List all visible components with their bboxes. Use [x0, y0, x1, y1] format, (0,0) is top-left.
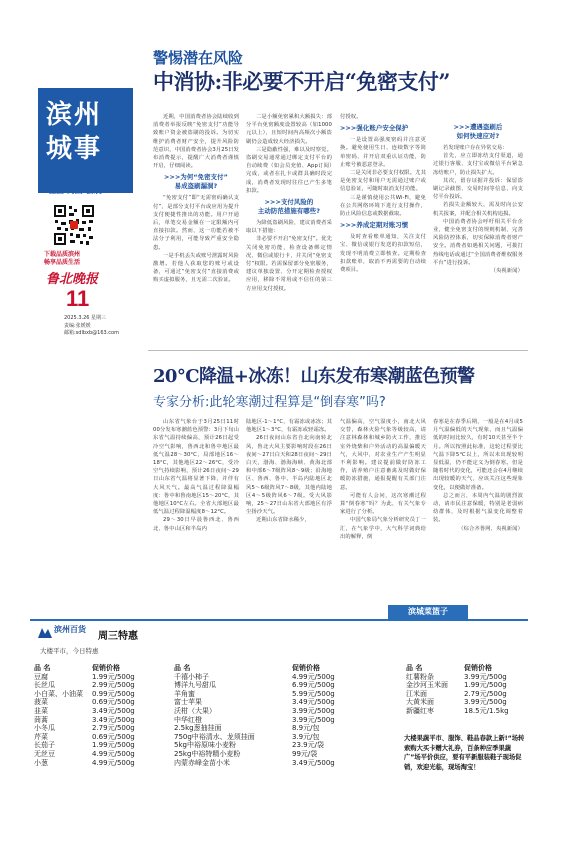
subheading [153, 173, 239, 191]
product-name: 中华红橙 [174, 715, 202, 724]
paragraph: 26日夜间山东省自北向南转北风，鲁北大风主要影响时段在26日夜间～27日白天和28日夜间～29日白天，渤海、渤海海峡、黄海北部和中部6～7级阵风8～9级；沿海地区、鲁西、鲁中、半岛内陆地区北风5～6级阵风7～8级，其他内陆地区4～5级阵风6～7级。受大风影响，25～27日山东省大部地区有浮尘扬沙天气。 [246, 435, 332, 516]
store-logo-icon [38, 623, 52, 633]
paragraph: 为降低盗刷风险，建议消费者采取以下措施： [246, 220, 332, 235]
header-price: 促销价格 [92, 664, 120, 672]
table-row [174, 716, 335, 725]
paragraph: 山东省气象台于3月25日11时00分发布寒潮蓝色预警：3月下旬山东省气温持续偏高，预计26日起受冷空气影响，鲁西北和鲁中地区最低气温28～30°C，局部地区16～18°C，其他地区22～26°C，受冷空气持续影响，预计26日夜间～29日山东省气温将显著下降，并伴有大风天气。最高气温过程降温幅度：鲁中和鲁南地区15～20°C，其他地区10°C左右。全省大部地区最低气温过程降温幅度8～12°C。 [153, 419, 239, 516]
table-row [174, 759, 335, 768]
article2-subheadline: 专家分析:此轮寒潮过程算是“倒春寒”吗? [153, 395, 386, 410]
product-name: 大黄米面 [406, 698, 434, 707]
price-table [174, 664, 335, 767]
subheading-line: >>>为何“免密支付” [164, 173, 228, 182]
header-name: 品 名 [406, 664, 423, 672]
table-row [34, 681, 135, 690]
price-table [406, 664, 509, 716]
product-name: 小葱 [34, 758, 48, 767]
article1-kicker: 警惕潜在风险 [153, 49, 244, 67]
subheading-line: 易成盗刷漏洞? [174, 182, 218, 191]
store-name: 滨州百货 [54, 625, 86, 634]
product-name: 韭菜 [34, 706, 48, 715]
product-name: 金沙河玉米面 [406, 681, 448, 690]
subheading [433, 123, 523, 141]
table-header [406, 664, 509, 673]
product-name: 小冬瓜 [34, 724, 55, 733]
sidebar [30, 40, 134, 320]
product-name: 富士苹果 [174, 698, 202, 707]
paragraph: 中国气象局气象分析研究员丁一汇，在气象学中，大气科学词典给出的解释，倒 [340, 517, 426, 540]
price-table [34, 664, 135, 767]
product-price: 2.79元/500g [464, 689, 507, 698]
product-name: 茼蒿 [34, 715, 48, 724]
product-price: 3.9元/包 [292, 732, 320, 741]
paragraph: 春寒是在春季后期，一般是在4月或5月气温偏低的天气现象，而且气温偏低的时间比较久，有时10天甚至半个月。所以按照此标准，这轮过程要比气温下降5℃以上，所以未出现较明显低温，仍不能定义为倒春寒。但是随着时代的变化，可能还会在4月继续出现较暖的天气，应该关注这些现象变化，以便做好准备。 [433, 419, 523, 491]
table-row [174, 673, 335, 682]
table-row [34, 698, 135, 707]
paragraph: 二是关闭非必要支付权限。尤其是免密支付和用户无需通过账户或信息验证，可随时取消支付功能。 [340, 170, 426, 193]
app-caption-line2: 畅享品质生活 [44, 259, 81, 266]
section-title-line1: 滨州 [46, 100, 103, 130]
article-source: （综合齐鲁网、央视新闻） [458, 525, 523, 532]
product-name: 芹菜 [34, 732, 48, 741]
product-price: 3.49元/500g [292, 758, 335, 767]
product-name: 豆腐 [34, 672, 48, 681]
section-tagline: 社区 商圈 会展 [48, 186, 102, 195]
product-price: 2.79元/500g [92, 724, 135, 733]
subheading: >>>养成定期对账习惯 [340, 221, 409, 230]
table-row [34, 750, 135, 759]
table-row [406, 681, 509, 690]
subheading-line: 主动防范措施有哪些? [257, 207, 321, 216]
table-row [174, 698, 335, 707]
product-price: 0.69元/500g [92, 698, 135, 707]
ad-note: 大楼果蔬平市、服饰、鞋品春款上新!“场转索购大买卡赠大礼券，百条种应季果蔬广”场平价供应，要有平新服装鞋子现场促销，欢迎光临，现场淘宝！ [404, 735, 525, 771]
table-row [174, 707, 335, 716]
table-row [34, 759, 135, 768]
paragraph: “免密支付”即“无需密码确认支付”，是部分支付平台或应用为提升支付便捷性推出的功能。用户开通后，单笔交易金额在一定限额内可直接扣款。然而，这一功能若被不法分子利用，可能导致严重安全隐患。 [153, 195, 239, 251]
product-price: 0.99元/500g [92, 689, 135, 698]
table-row [174, 750, 335, 759]
table-row [406, 707, 509, 716]
table-row [406, 673, 509, 682]
product-price: 0.69元/500g [92, 732, 135, 741]
issue-date: 2025.3.26 星期三 [64, 315, 107, 321]
product-name: 博洋九号甜瓜 [174, 681, 216, 690]
product-price: 3.99元/500g [292, 706, 335, 715]
product-price: 1.99元/500g [92, 672, 135, 681]
editor-credit: 责编:张媛媛 [64, 323, 91, 329]
article1-column-2 [246, 113, 332, 293]
subheading-line: >>>支付风险的 [264, 198, 314, 207]
table-row [406, 698, 509, 707]
product-name: 2.5kg葱抽挂面 [174, 724, 222, 733]
section-title-line2: 城事 [46, 134, 103, 164]
product-price: 5.99元/500g [292, 689, 335, 698]
article1-column-4 [433, 113, 523, 275]
paragraph: 总之而言，本周内气温的剧烈波动，请市民注意保暖，特别是老弱病幼群体，及时根据气温变化调整着装。 [433, 492, 523, 524]
product-price: 3.99元/500g [464, 672, 507, 681]
table-row [34, 724, 135, 733]
paragraph: 若发现账户存在异常交易： [443, 145, 508, 151]
store-subtitle: 大楼平市，今日特惠 [40, 647, 99, 655]
header-name: 品 名 [34, 664, 51, 672]
product-name: 新疆红枣 [406, 706, 434, 715]
paragraph: 气温偏高，空气湿度小，南北大风交替，森林火险气象等级较高，请注意林森林和城乡防火工作，推迟室外烧柴和户外活动的高温偏暖天气，大风中，对农业生产产生明显不利影响。建议提前做好防冻工作，请养殖户注意畜禽及时做好保暖防冻措施，通报提醒有关部门注意。 [340, 419, 426, 491]
product-price: 6.99元/500g [292, 681, 335, 690]
table-row [174, 741, 335, 750]
subheading-line: >>>遭遇盗刷后 [453, 123, 503, 131]
paragraph: 一是设置高强度密码并注意更换。避免使用生日、连续数字等简单密码，并开启双重认证功能，防止账号被恶意登录。 [340, 137, 426, 168]
paragraph: 可能有人会问，这次寒潮过程算“倒春寒”吗？为此，有关气象专家进行了分析。 [340, 492, 426, 516]
product-price: 18.5元/1.5kg [464, 706, 509, 715]
product-price: 4.99元/500g [92, 758, 135, 767]
divider [148, 350, 528, 351]
article2-column-4 [433, 418, 523, 533]
ad-top-rule [30, 619, 528, 621]
contact-email: 邮箱:sdlbxb@163.com [64, 330, 119, 336]
product-name: 无丝豆 [34, 749, 55, 758]
product-price: 3.49元/500g [92, 706, 135, 715]
product-price: 4.99元/500g [92, 749, 135, 758]
paragraph: 若损失金额较大，需及时向公安机关报案，并配合相关机构追损。 [433, 202, 523, 217]
promo-title: 周三特惠 [98, 631, 138, 642]
table-row [174, 681, 335, 690]
table-row [174, 724, 335, 733]
article1-headline: 中消协:非必要不开启“免密支付” [153, 69, 450, 94]
product-price: 99元/袋 [292, 749, 318, 758]
table-row [34, 673, 135, 682]
article2-column-2 [246, 418, 332, 525]
page-number: 11 [66, 286, 90, 311]
article1-column-3 [340, 113, 426, 274]
article1-column-1 [153, 113, 239, 285]
product-name: 长丝瓜 [34, 681, 55, 690]
product-name: 小白菜、小油菜 [34, 689, 83, 698]
price-list-3 [406, 664, 509, 716]
paragraph: 其次，留存证据并投诉：保留盗刷记录截图、交易时间等信息，向支付平台投诉。 [433, 177, 523, 201]
product-price: 3.49元/500g [92, 715, 135, 724]
table-row [34, 690, 135, 699]
table-header [34, 664, 135, 673]
paragraph: 二是小额免密累积大额损失：部分平台免密额度设置较高（如1000元以上），且短时间内高频次小额盗刷仍会造成较大经济损失。 [246, 114, 332, 145]
product-price: 8.9元/包 [292, 724, 320, 733]
product-price: 2.99元/500g [92, 681, 135, 690]
subheading-line: 如何快速应对? [456, 132, 500, 140]
qr-code-icon[interactable] [52, 203, 96, 247]
article-source: （央视新闻） [490, 268, 523, 275]
product-name: 红薯粉条 [406, 672, 434, 681]
subheading [246, 198, 332, 216]
paragraph: 近期，中国消费者协会陆续收到消费者举报反映“免密支付”功能导致账户资金被盗刷的投诉。为切实维护消费者财产安全，提升风险防范意识，中国消费者协会3月25日发布消费提示，提醒广大消费者谨慎开启，仔细阅读。 [153, 114, 239, 170]
table-row [34, 716, 135, 725]
paragraph: 付授权。 [340, 114, 362, 120]
product-name: 5kg中裕原味小麦粉 [174, 741, 236, 750]
table-row [34, 741, 135, 750]
header-name: 品 名 [174, 664, 191, 672]
ad-tab [388, 605, 468, 619]
product-price: 3.99元/500g [464, 698, 507, 707]
table-header [174, 664, 335, 673]
product-price: 3.49元/500g [292, 698, 335, 707]
product-name: 内蒙赤峰金苗小米 [174, 758, 230, 767]
table-row [34, 707, 135, 716]
price-list-2 [174, 664, 335, 767]
header-price: 促销价格 [292, 664, 320, 672]
paragraph: 及时查看账单通知，关注支付宝、微信或银行发送的扣款短信，发现不明消费立即核查。定期检查扣款账单，取消不再需要的自动续费项目。 [340, 234, 426, 274]
price-list-1 [34, 664, 135, 767]
article2-column-3 [340, 418, 426, 541]
paragraph: 29～30日早晨鲁西北、鲁西北、鲁中山区和半岛内 [153, 517, 239, 532]
paragraph: 首先，应立即冻结支付渠道，通过银行客服、支付宝或微信平台紧急冻结账户，防止损失扩大。 [433, 153, 523, 176]
product-name: 羊角蜜 [174, 689, 195, 698]
paragraph: 一是手机丢失或账号泄露时风险激增。若他人获取您的账号或设备，可通过“免密支付”直接消费或购买虚拟服务，且无需二次验证。 [153, 252, 239, 284]
header-price: 促销价格 [464, 664, 492, 672]
product-name: 750g中裕清水、龙须挂面 [174, 732, 255, 741]
paragraph: 三是隐蔽性强，难以及时察觉。盗刷交易通常通过绑定支付平台的自动续费（如会员充值、App订阅）完成，或者在扎卡或群具确时段完成，消费者发现时往往已产生多笔扣款。 [246, 146, 332, 194]
product-price: 3.99元/500g [292, 715, 335, 724]
product-name: 长茄子 [34, 741, 55, 750]
article2-column-1 [153, 418, 239, 533]
paragraph: 非必要不开启“免密支付”。优先关闭免密功能，检查设备绑定情况、微信或银行卡，并关闭“免密支付”权限。若需保留部分免密服务，建议单独设置、分开定期检查授权应用，移除不常用或不信任的第三方应用支付授权。 [246, 236, 332, 292]
paragraph: 中国消费者协会呼吁相关平台企业，健全免密支付的规则机制，完善风险防控体系，切实保障消费者财产安全。消费者如遇相关问题，可拨打热线电话或通过“全国消费者维权服务平台”进行投诉。 [433, 218, 523, 266]
paragraph: 三是谨慎使用公共Wi-Fi，避免在公共网络环境下进行支付操作，防止风险信息或数据截取。 [340, 194, 426, 218]
section-banner [38, 88, 133, 193]
product-price: 1.99元/500g [92, 741, 135, 750]
product-price: 1.99元/500g [464, 681, 507, 690]
article2-headline: 20°C降温+冰冻！山东发布寒潮蓝色预警 [153, 366, 475, 387]
newspaper-logo: 鲁北晚报 [46, 272, 99, 287]
paragraph: 近期山东省降水稀少， [256, 517, 310, 524]
product-name: 菠菜 [34, 698, 48, 707]
product-name: 25kg中裕特精小麦粉 [174, 749, 241, 758]
product-name: 千禧小柿子 [174, 672, 209, 681]
product-price: 4.99元/500g [292, 672, 335, 681]
paragraph: 陆地区-1～1°C，有霜冻或冰冻；其他地区1～3°C，有霜冻或轻霜冻。 [246, 419, 332, 434]
product-price: 23.9元/袋 [292, 741, 324, 750]
subheading: >>>强化账户安全保护 [340, 124, 409, 133]
app-caption-line1: 下载品质滨州 [44, 251, 81, 258]
product-name: 沃柑（大果） [174, 706, 216, 715]
ad-tab-label: 滨城菜篮子 [408, 607, 448, 616]
product-name: 江米面 [406, 689, 427, 698]
